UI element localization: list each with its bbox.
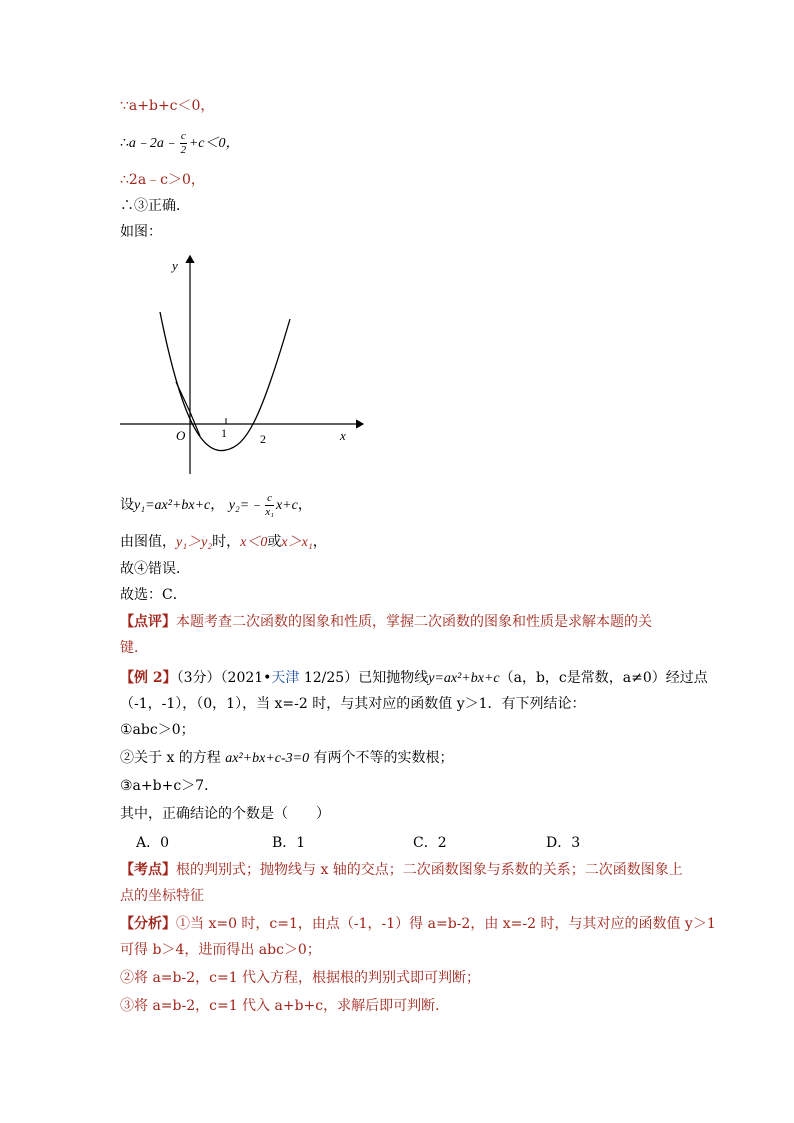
keypoint-line-2: 点的坐标特征: [120, 888, 204, 904]
line-7-range-1: x＜0: [240, 535, 268, 550]
y2-expression-post: x+c: [275, 498, 298, 513]
example-number: 12/25）已知抛物线: [299, 670, 429, 686]
analysis-line-4: ③将 a=b-2，c=1 代入 a+b+c，求解后即可判断．: [120, 998, 450, 1014]
line-2: [120, 128, 239, 159]
conclusion-2-post: 有两个不等的实数根；: [309, 750, 454, 766]
example-tag: 【例 2】: [120, 670, 177, 686]
option-a[interactable]: A．0: [136, 835, 170, 851]
conclusion-2-equation: ax²+bx+c-3=0: [225, 751, 310, 766]
analysis-line-1: [120, 914, 716, 934]
line-7-condition: y₁＞y₂: [176, 535, 213, 550]
keypoint-tag: 【考点】: [120, 862, 176, 878]
review-text-1: 本题考查二次函数的图象和性质，掌握二次函数的图象和性质是求解本题的关: [176, 614, 652, 630]
review-tag: 【点评】: [120, 614, 176, 630]
line-7-or: 或: [267, 534, 282, 550]
option-c[interactable]: C．2: [413, 835, 447, 851]
example-line-2: （-1，-1），（0，1），当 x=-2 时，与其对应的函数值 y＞1．有下列结论：: [120, 696, 586, 712]
fraction-denominator: 2: [180, 143, 187, 156]
analysis-line-3: ②将 a=b-2，c=1 代入方程，根据根的判别式即可判断；: [120, 970, 481, 986]
therefore-symbol: ∴: [120, 135, 129, 151]
y-axis-label: y: [172, 258, 178, 273]
set-separator: ，: [210, 497, 225, 513]
conclusion-1: ①abc＞0；: [120, 722, 195, 738]
line-5: 如图：: [120, 224, 162, 240]
conclusion-2: [120, 748, 454, 769]
keypoint-line-1: [120, 860, 683, 880]
line-8: 故④错误．: [120, 561, 190, 577]
set-line: [120, 488, 312, 523]
example-rest: （a，b，c是常数，a≠0）经过点: [499, 670, 708, 686]
x-axis-label: x: [340, 428, 346, 443]
set-end: ，: [297, 497, 312, 513]
line-4: ∴③正确．: [120, 198, 190, 214]
line-7: [120, 532, 327, 553]
line-3: ∴2a﹣c＞0，: [120, 172, 205, 188]
fraction-c-over-x1: [265, 492, 274, 519]
tick-label-1: 1: [221, 426, 227, 440]
line-2-expr-a: a﹣2a﹣: [128, 136, 178, 151]
y1-expression: y₁=ax²+bx+c: [134, 498, 211, 513]
line-1: ∵a+b+c＜0，: [120, 98, 215, 114]
tick-label-2: 2: [260, 432, 266, 446]
option-d[interactable]: D．3: [546, 835, 581, 851]
fraction-denominator: x₁: [265, 505, 274, 518]
example-line-1: [120, 668, 708, 689]
review-line-1: [120, 612, 652, 632]
analysis-tag: 【分析】: [120, 916, 176, 932]
set-label: 设: [120, 497, 134, 513]
origin-label: O: [176, 428, 186, 443]
line-7-mid: 时，: [212, 534, 241, 550]
line-2-expr-b: +c＜0，: [188, 136, 240, 151]
analysis-line-2: 可得 b＞4，进而得出 abc＞0；: [120, 942, 321, 958]
conclusion-3: ③a+b+c＞7．: [120, 778, 219, 794]
review-line-2: 键．: [120, 640, 148, 656]
keypoint-text-1: 根的判别式；抛物线与 x 轴的交点；二次函数图象与系数的关系；二次函数图象上: [176, 862, 683, 878]
example-equation: y=ax²+bx+c: [428, 671, 500, 686]
question-line: 其中，正确结论的个数是（ ）: [120, 806, 330, 822]
analysis-text-1: ①当 x=0 时，c=1，由点（-1，-1）得 a=b-2，由 x=-2 时，与其对应的函数值 y＞1: [176, 916, 716, 932]
fraction-numerator: c: [180, 129, 186, 142]
option-b[interactable]: B．1: [272, 835, 306, 851]
line-7-pre: 由图值，: [120, 534, 176, 550]
example-city: 天津: [271, 670, 300, 686]
y2-expression-pre: y₂=﹣: [228, 498, 264, 513]
line-7-end: ，: [312, 534, 327, 550]
fraction-numerator: c: [267, 491, 273, 504]
fraction-c-over-2: [180, 130, 187, 157]
example-score: （3分）（2021•: [176, 670, 272, 686]
line-7-range-2: x＞x₁: [281, 535, 313, 550]
parabola-graph: [118, 252, 368, 477]
line-9: 故选：C．: [120, 587, 187, 603]
conclusion-2-pre: ②关于 x 的方程: [120, 750, 226, 766]
